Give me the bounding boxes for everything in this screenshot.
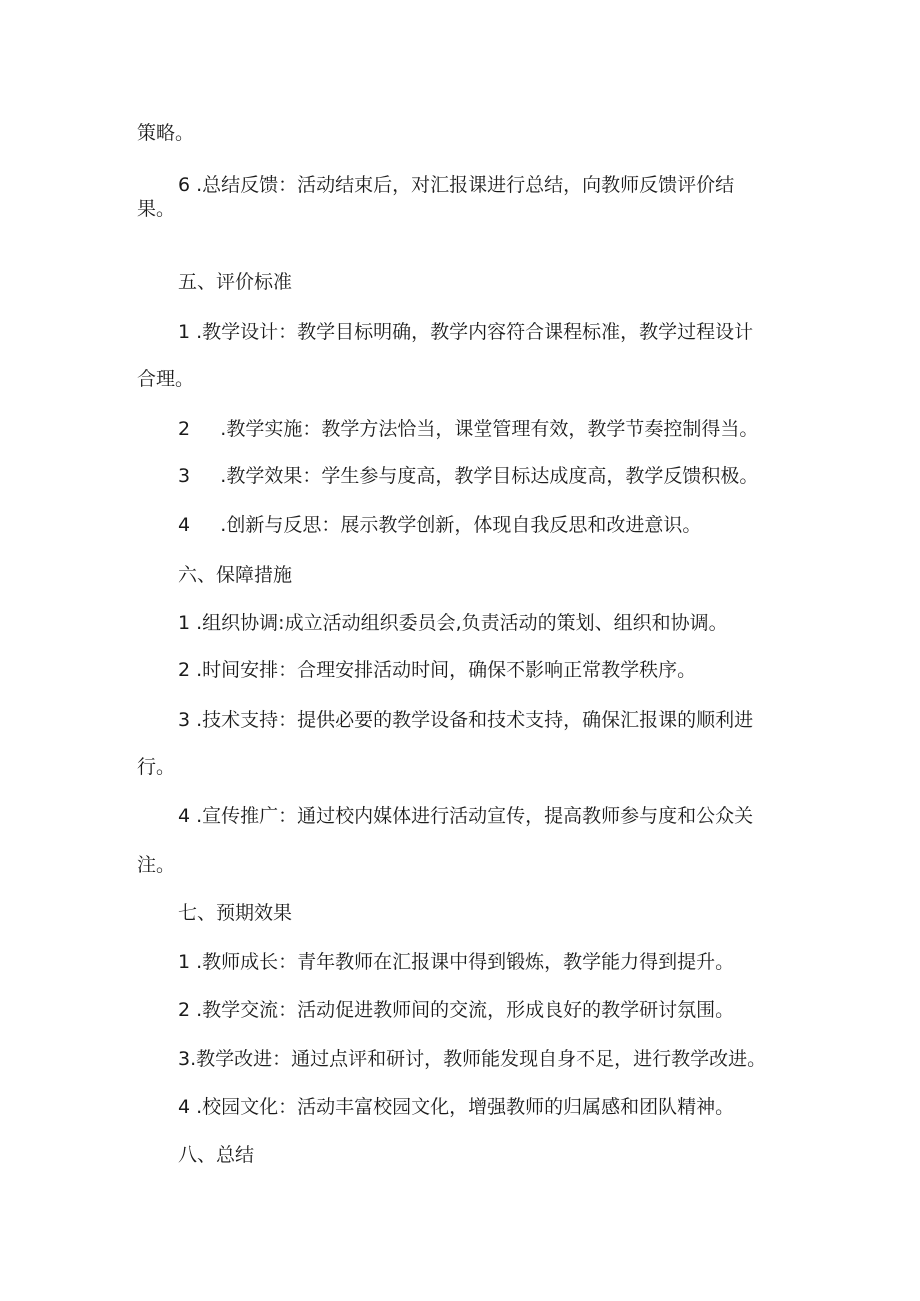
list-item: 4 .宣传推广：通过校内媒体进行活动宣传，提高教师参与度和公众关 [178,805,754,827]
list-item: 2 .时间安排：合理安排活动时间，确保不影响正常教学秩序。 [178,659,697,681]
paragraph-continuation: 合理。 [137,368,195,390]
paragraph-continuation: 果。 [137,198,176,220]
list-item: 1 .教学设计：教学目标明确，教学内容符合课程标准，教学过程设计 [178,321,754,343]
paragraph-continuation: 注。 [137,854,176,876]
list-item: 4 .创新与反思：展示教学创新，体现自我反思和改进意识。 [178,514,702,536]
section-heading: 七、预期效果 [178,902,293,924]
section-heading: 五、评价标准 [178,271,293,293]
list-item: 2 .教学实施：教学方法恰当，课堂管理有效，教学节奏控制得当。 [178,418,759,440]
list-item: 4 .校园文化：活动丰富校园文化，增强教师的归属感和团队精神。 [178,1096,735,1118]
list-item: 1 .组织协调:成立活动组织委员会,负责活动的策划、组织和协调。 [178,612,728,634]
list-item: 3 .技术支持：提供必要的教学设备和技术支持，确保汇报课的顺利进 [178,709,754,731]
section-heading: 六、保障措施 [178,564,293,586]
section-heading: 八、总结 [178,1144,255,1166]
list-item: 6 .总结反馈：活动结束后，对汇报课进行总结，向教师反馈评价结 [178,174,735,196]
list-item: 3.教学改进：通过点评和研讨，教师能发现自身不足，进行教学改进。 [178,1048,767,1070]
paragraph-continuation: 行。 [137,756,176,778]
list-item: 1 .教师成长：青年教师在汇报课中得到锻炼，教学能力得到提升。 [178,951,735,973]
list-item: 3 .教学效果：学生参与度高，教学目标达成度高，教学反馈积极。 [178,465,759,487]
list-item: 2 .教学交流：活动促进教师间的交流，形成良好的教学研讨氛围。 [178,999,735,1021]
paragraph-continuation: 策略。 [137,122,195,144]
